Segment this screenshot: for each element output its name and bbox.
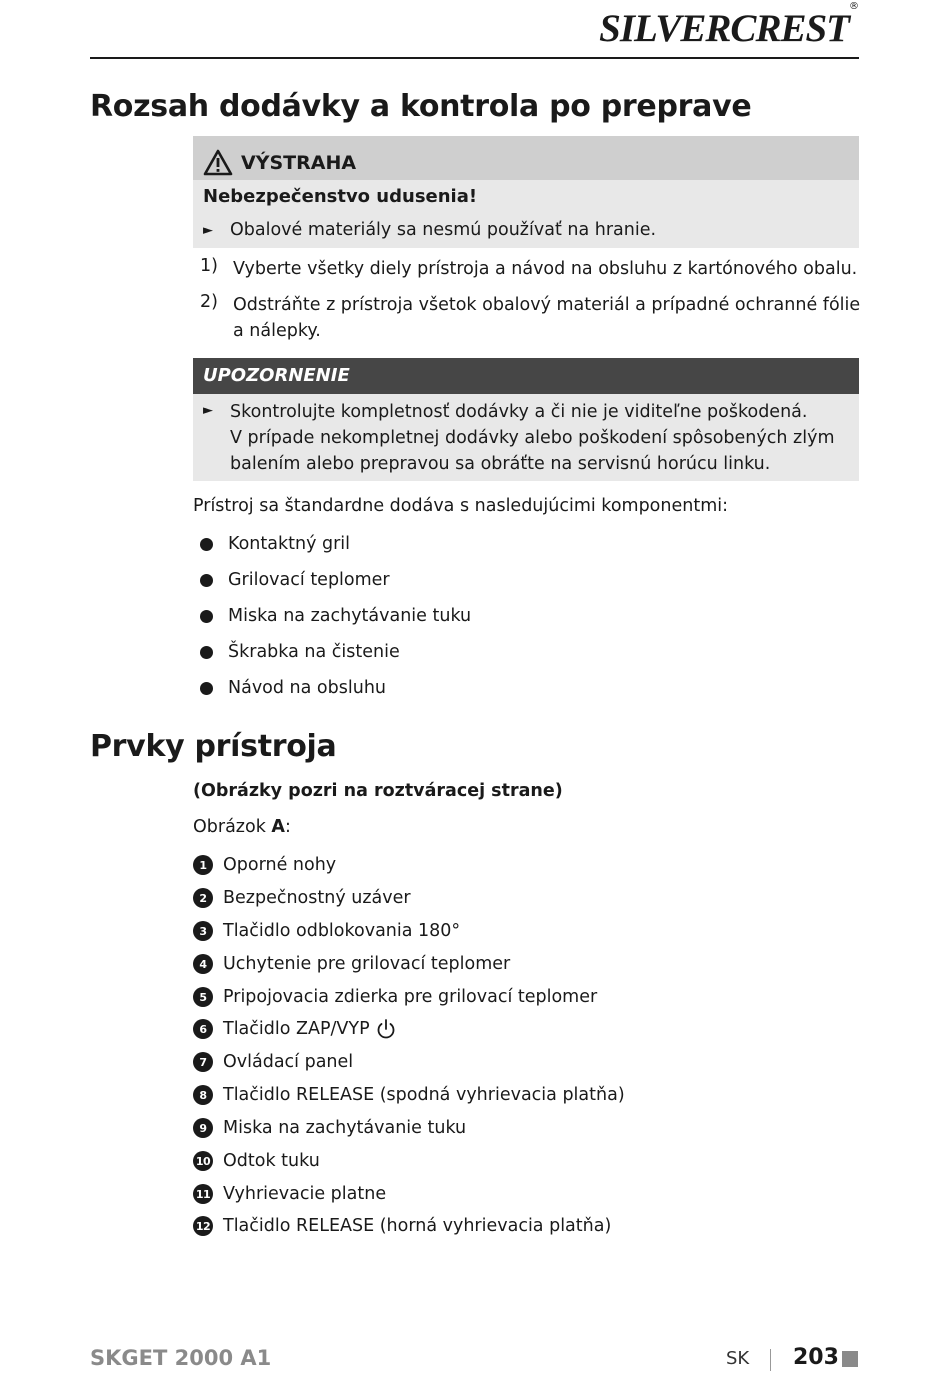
step-text: Vyberte všetky diely prístroja a návod na obsluhu z kartónového obalu. <box>233 259 858 279</box>
list-item-text: Návod na obsluhu <box>228 678 386 698</box>
part-label: Ovládací panel <box>223 1052 354 1072</box>
number-badge: 12 <box>193 1216 213 1236</box>
bullet-icon <box>200 610 213 623</box>
parts-subtitle: (Obrázky pozri na roztváracej strane) <box>193 781 563 801</box>
number-badge: 11 <box>193 1184 213 1204</box>
warning-header <box>193 136 859 180</box>
part-label: Pripojovacia zdierka pre grilovací teplomer <box>223 987 598 1007</box>
part-label: Vyhrievacie platne <box>223 1184 387 1204</box>
number-badge: 2 <box>193 888 213 908</box>
arrow-icon: ► <box>203 403 213 418</box>
bullet-icon <box>200 646 213 659</box>
number-badge: 3 <box>193 921 213 941</box>
step-number: 1) <box>200 256 218 276</box>
arrow-icon: ► <box>203 223 213 238</box>
brand-name: SILVERCREST <box>599 7 849 50</box>
figure-label: Obrázok A: <box>193 817 291 837</box>
notice-line: balením alebo prepravou sa obráťte na servisnú horúcu linku. <box>230 454 771 474</box>
step-text-line1: Odstráňte z prístroja všetok obalový materiál a prípadné ochranné fólie <box>233 295 861 315</box>
part-label: Odtok tuku <box>223 1151 320 1171</box>
number-badge: 9 <box>193 1118 213 1138</box>
step-number: 2) <box>200 292 218 312</box>
footer-model: SKGET 2000 A1 <box>90 1346 272 1370</box>
footer-language: SK <box>726 1348 750 1369</box>
part-item <box>193 1049 353 1075</box>
part-item <box>193 1181 386 1207</box>
part-label: Uchytenie pre grilovací teplomer <box>223 954 511 974</box>
list-item <box>200 603 471 629</box>
bullet-icon <box>200 538 213 551</box>
part-label: Oporné nohy <box>223 855 337 875</box>
step-text-line2: a nálepky. <box>233 321 321 341</box>
page-number: 203 <box>793 1345 839 1370</box>
part-label: Tlačidlo RELEASE (spodná vyhrievacia platňa) <box>223 1085 625 1105</box>
warning-subtitle: Nebezpečenstvo udusenia! <box>203 186 478 207</box>
bullet-icon <box>200 682 213 695</box>
part-label: Tlačidlo ZAP/VYP <box>223 1019 370 1039</box>
part-item <box>193 918 460 944</box>
section-title-delivery: Rozsah dodávky a kontrola po preprave <box>90 89 752 124</box>
part-item <box>193 1115 466 1141</box>
part-label: Tlačidlo RELEASE (horná vyhrievacia platňa) <box>223 1216 612 1236</box>
list-item <box>200 531 350 557</box>
warning-label: VÝSTRAHA <box>241 152 357 174</box>
part-item <box>193 1082 625 1108</box>
number-badge: 4 <box>193 954 213 974</box>
part-item <box>193 1016 397 1042</box>
warning-body <box>193 180 859 248</box>
number-badge: 6 <box>193 1019 213 1039</box>
page-square-icon <box>842 1351 858 1367</box>
list-item <box>200 675 386 701</box>
warning-item: Obalové materiály sa nesmú používať na hranie. <box>230 220 657 240</box>
notice-body <box>193 394 859 481</box>
list-item-text: Grilovací teplomer <box>228 570 390 590</box>
part-item <box>193 1148 320 1174</box>
notice-line: Skontrolujte kompletnosť dodávky a či nie je viditeľne poškodená. <box>230 402 808 422</box>
bullet-icon <box>200 574 213 587</box>
components-intro: Prístroj sa štandardne dodáva s nasledujúcimi komponentmi: <box>193 496 729 516</box>
header-rule <box>90 57 859 59</box>
number-badge: 8 <box>193 1085 213 1105</box>
power-icon <box>375 1018 397 1040</box>
part-item <box>193 951 510 977</box>
notice-header: UPOZORNENIE <box>193 358 859 394</box>
brand-logo <box>599 1 858 51</box>
registered-mark: ® <box>849 1 858 12</box>
number-badge: 5 <box>193 987 213 1007</box>
part-item <box>193 984 597 1010</box>
list-item-text: Škrabka na čistenie <box>228 642 400 662</box>
part-item <box>193 1213 611 1239</box>
list-item <box>200 639 400 665</box>
part-label: Miska na zachytávanie tuku <box>223 1118 467 1138</box>
list-item <box>200 567 390 593</box>
part-label: Tlačidlo odblokovania 180° <box>223 921 461 941</box>
number-badge: 7 <box>193 1052 213 1072</box>
section-title-parts: Prvky prístroja <box>90 729 337 764</box>
footer-divider <box>770 1349 771 1371</box>
list-item-text: Kontaktný gril <box>228 534 351 554</box>
number-badge: 10 <box>193 1151 213 1171</box>
part-item <box>193 885 411 911</box>
notice-line: V prípade nekompletnej dodávky alebo poškodení spôsobených zlým <box>230 428 835 448</box>
warning-icon <box>203 149 233 176</box>
number-badge: 1 <box>193 855 213 875</box>
part-label: Bezpečnostný uzáver <box>223 888 411 908</box>
part-item <box>193 852 336 878</box>
list-item-text: Miska na zachytávanie tuku <box>228 606 472 626</box>
notice-text <box>230 399 835 477</box>
